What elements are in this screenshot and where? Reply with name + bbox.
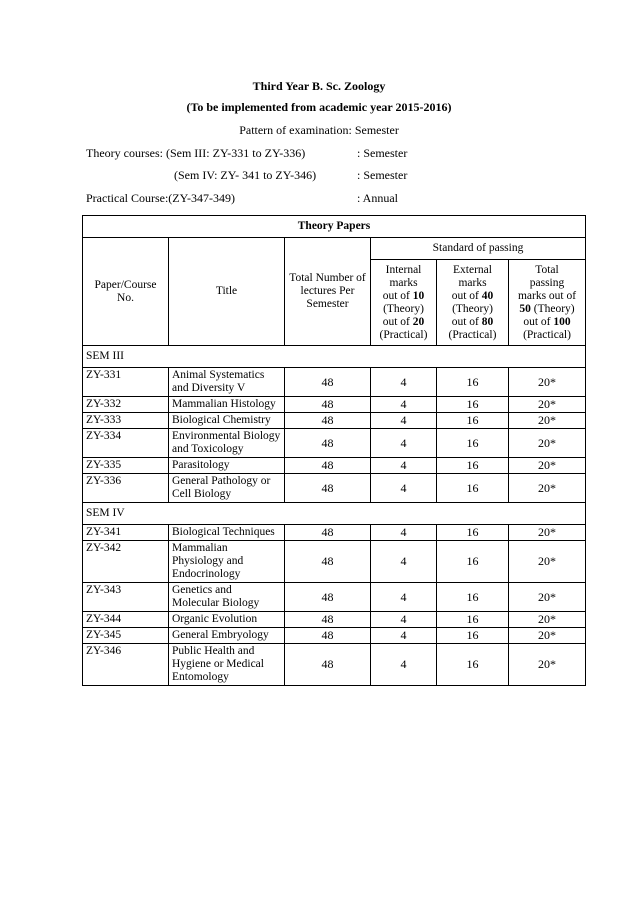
table-row <box>83 525 586 541</box>
col-header-external: External marks out of 40 (Theory) out of 80 (Practical) <box>437 260 509 346</box>
course-title: Organic Evolution <box>169 612 285 628</box>
total-passing-marks: 20* <box>509 429 586 458</box>
page-title: Third Year B. Sc. Zoology <box>252 79 386 93</box>
course-code: ZY-342 <box>83 541 169 583</box>
table-row <box>83 397 586 413</box>
course-title: Animal Systematics and Diversity V <box>169 368 285 397</box>
external-marks: 16 <box>437 525 509 541</box>
external-marks: 16 <box>437 644 509 686</box>
practical-course-value: : Annual <box>357 191 398 205</box>
col-header-title: Title <box>169 238 285 346</box>
course-code: ZY-332 <box>83 397 169 413</box>
external-marks: 16 <box>437 397 509 413</box>
lectures-count: 48 <box>285 429 371 458</box>
external-marks: 16 <box>437 474 509 503</box>
total-passing-marks: 20* <box>509 525 586 541</box>
internal-marks: 4 <box>371 612 437 628</box>
exam-pattern: Pattern of examination: Semester <box>239 123 399 137</box>
lectures-count: 48 <box>285 628 371 644</box>
total-passing-marks: 20* <box>509 368 586 397</box>
col-header-paper: Paper/Course No. <box>83 238 169 346</box>
table-caption: Theory Papers <box>83 216 586 238</box>
course-title: Mammalian Physiology and Endocrinology <box>169 541 285 583</box>
table-row <box>83 458 586 474</box>
page-subtitle: (To be implemented from academic year 2015-2016) <box>186 100 452 114</box>
total-passing-marks: 20* <box>509 644 586 686</box>
col-header-total: Total passing marks out of 50 (Theory) out of 100 (Practical) <box>509 260 586 346</box>
theory-papers-table <box>82 215 586 686</box>
course-code: ZY-346 <box>83 644 169 686</box>
lectures-count: 48 <box>285 397 371 413</box>
internal-marks: 4 <box>371 429 437 458</box>
table-row <box>83 429 586 458</box>
lectures-count: 48 <box>285 644 371 686</box>
internal-marks: 4 <box>371 474 437 503</box>
external-marks: 16 <box>437 541 509 583</box>
theory-courses-sem4-value: : Semester <box>357 168 408 182</box>
table-row <box>83 644 586 686</box>
internal-marks: 4 <box>371 644 437 686</box>
internal-marks: 4 <box>371 628 437 644</box>
col-header-internal: Internal marks out of 10 (Theory) out of 20 (Practical) <box>371 260 437 346</box>
internal-marks: 4 <box>371 525 437 541</box>
total-passing-marks: 20* <box>509 583 586 612</box>
total-passing-marks: 20* <box>509 413 586 429</box>
section-sem3: SEM III <box>83 346 586 368</box>
internal-marks: 4 <box>371 368 437 397</box>
external-marks: 16 <box>437 429 509 458</box>
internal-marks: 4 <box>371 583 437 612</box>
course-title: Parasitology <box>169 458 285 474</box>
external-marks: 16 <box>437 368 509 397</box>
course-title: Mammalian Histology <box>169 397 285 413</box>
lectures-count: 48 <box>285 612 371 628</box>
external-marks: 16 <box>437 612 509 628</box>
internal-marks: 4 <box>371 413 437 429</box>
course-title: Biological Techniques <box>169 525 285 541</box>
section-sem4: SEM IV <box>83 503 586 525</box>
internal-marks: 4 <box>371 458 437 474</box>
total-passing-marks: 20* <box>509 628 586 644</box>
theory-courses-label: Theory courses: (Sem III: ZY-331 to ZY-336) <box>86 146 306 160</box>
total-passing-marks: 20* <box>509 612 586 628</box>
total-passing-marks: 20* <box>509 474 586 503</box>
col-header-lectures: Total Number of lectures Per Semester <box>285 238 371 346</box>
table-row <box>83 413 586 429</box>
theory-courses-value: : Semester <box>357 146 408 160</box>
total-passing-marks: 20* <box>509 541 586 583</box>
external-marks: 16 <box>437 628 509 644</box>
theory-courses-sem4-label: (Sem IV: ZY- 341 to ZY-346) <box>174 168 317 182</box>
lectures-count: 48 <box>285 413 371 429</box>
practical-course-label: Practical Course:(ZY-347-349) <box>86 191 235 205</box>
total-passing-marks: 20* <box>509 458 586 474</box>
lectures-count: 48 <box>285 474 371 503</box>
external-marks: 16 <box>437 583 509 612</box>
internal-marks: 4 <box>371 397 437 413</box>
course-code: ZY-331 <box>83 368 169 397</box>
course-title: Environmental Biology and Toxicology <box>169 429 285 458</box>
lectures-count: 48 <box>285 541 371 583</box>
course-code: ZY-336 <box>83 474 169 503</box>
course-title: General Embryology <box>169 628 285 644</box>
sem4-rows <box>83 525 586 686</box>
internal-marks: 4 <box>371 541 437 583</box>
table-row <box>83 541 586 583</box>
lectures-count: 48 <box>285 525 371 541</box>
course-title: Biological Chemistry <box>169 413 285 429</box>
col-header-standard: Standard of passing <box>371 238 586 260</box>
total-passing-marks: 20* <box>509 397 586 413</box>
course-code: ZY-335 <box>83 458 169 474</box>
lectures-count: 48 <box>285 583 371 612</box>
course-title: Genetics and Molecular Biology <box>169 583 285 612</box>
course-code: ZY-341 <box>83 525 169 541</box>
external-marks: 16 <box>437 458 509 474</box>
course-code: ZY-345 <box>83 628 169 644</box>
table-row <box>83 474 586 503</box>
lectures-count: 48 <box>285 368 371 397</box>
table-row <box>83 612 586 628</box>
course-code: ZY-333 <box>83 413 169 429</box>
course-code: ZY-334 <box>83 429 169 458</box>
course-title: General Pathology or Cell Biology <box>169 474 285 503</box>
course-title: Public Health and Hygiene or Medical Entomology <box>169 644 285 686</box>
table-row <box>83 368 586 397</box>
course-code: ZY-343 <box>83 583 169 612</box>
course-code: ZY-344 <box>83 612 169 628</box>
lectures-count: 48 <box>285 458 371 474</box>
sem3-rows <box>83 368 586 503</box>
table-row <box>83 583 586 612</box>
table-row <box>83 628 586 644</box>
external-marks: 16 <box>437 413 509 429</box>
